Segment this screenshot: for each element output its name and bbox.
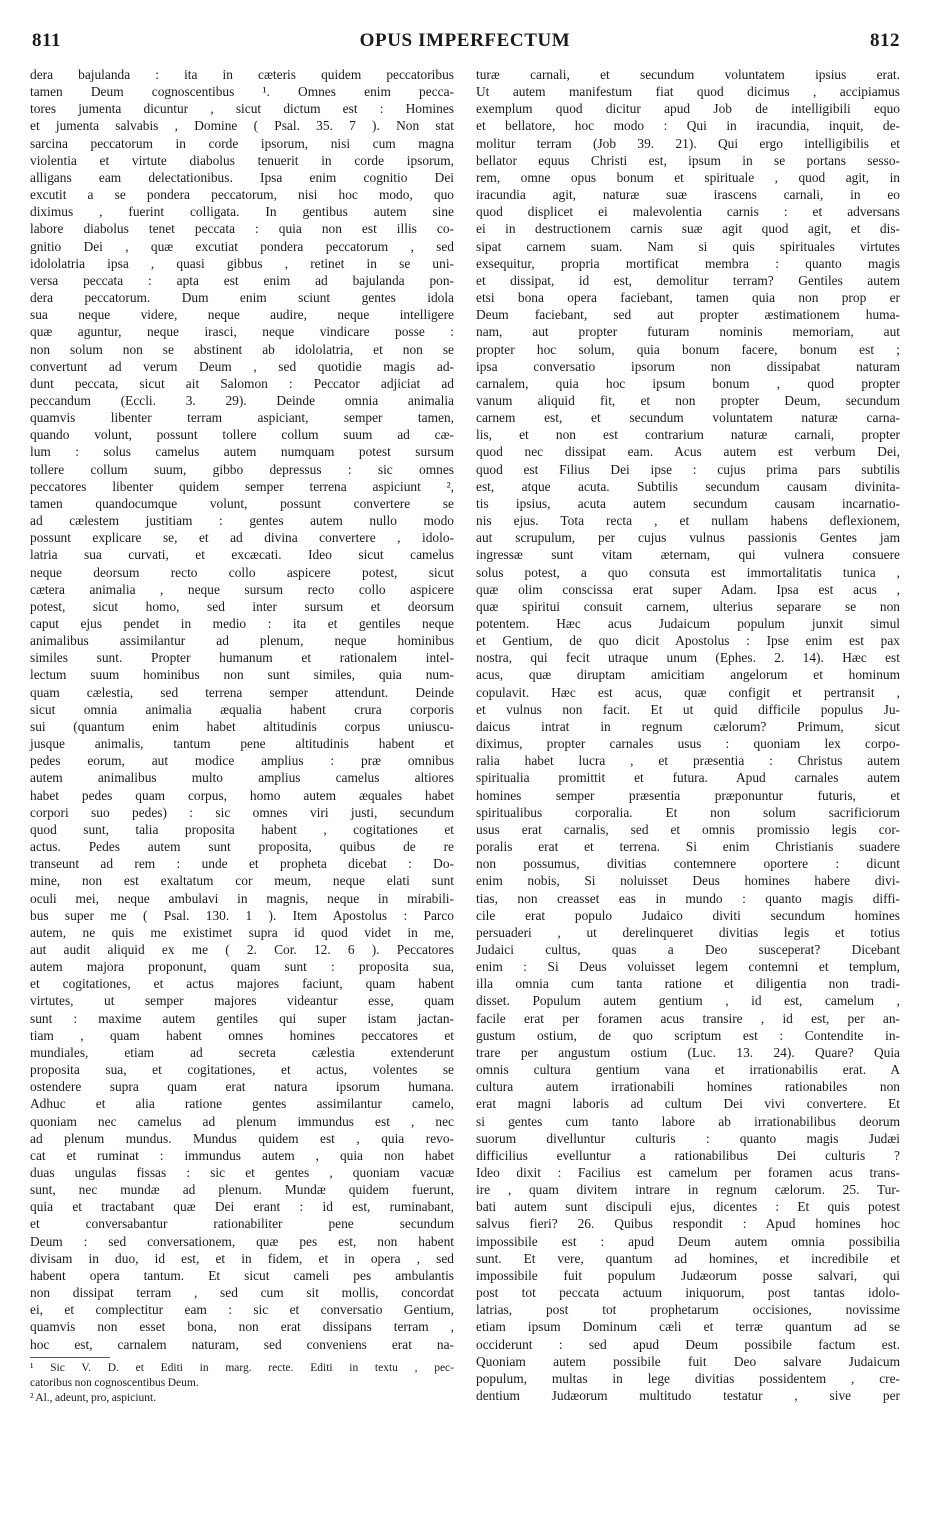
- text-line: usus erat carnalis, sed et omnis promissio legis cor-: [476, 821, 900, 837]
- text-line: turæ carnali, et secundum voluntatem ipsius erat.: [476, 67, 900, 82]
- text-line: est, atque acuta. Subtilis secundum causam divinita-: [476, 478, 900, 494]
- text-line: possunt explicare se, et ad divina convertere , idolo-: [30, 530, 454, 546]
- text-line: Ideo dixit : Facilius est camelum per foramen acus trans-: [476, 1165, 900, 1180]
- text-line: et bellatore, hoc modo : Qui in iracundia, inquit, de-: [476, 118, 900, 134]
- text-line: non solum non se abstinent ab idololatria, et non se: [30, 341, 454, 357]
- text-line: ostendere supra quam erat natura ipsorum humana.: [30, 1079, 454, 1095]
- text-line: enim nobis, Si noluisset Deus homines habere divi-: [476, 873, 900, 889]
- text-line: illa omnia cum tanta ratione et diligentia non tradi-: [476, 976, 900, 992]
- text-line: occiderunt : sed apud Deum possibile factum est.: [476, 1336, 900, 1352]
- text-line: lum : solus camelus autem numquam potest sursum: [30, 444, 454, 460]
- text-line: tamen quandocumque volunt, possunt convertere se: [30, 495, 454, 511]
- text-line: convertunt ad verum Deum , sed quotidie magis ad-: [30, 358, 454, 374]
- text-line: quoniam nec camelus ad plenum immundus est , nec: [30, 1113, 454, 1129]
- text-line: bati autem sunt discipuli ejus, dicentes : Et quis potest: [476, 1199, 900, 1215]
- text-line: trare per angustum ostium (Luc. 13. 24). Quare? Quia: [476, 1044, 900, 1060]
- text-line: tores jumenta dicuntur , sicut dictum est : Homines: [30, 101, 454, 117]
- text-line: exsequitur, propria mortificat membra : quanto magis: [476, 255, 900, 271]
- text-line: sua neque videre, neque audire, neque intelligere: [30, 307, 454, 323]
- text-line: populum, multas in lege divitias possidentem , cre-: [476, 1370, 900, 1386]
- text-line: neque deorsum recto collo aspicere potest, sicut: [30, 564, 454, 580]
- text-line: aut scrupulum, per cujus vulnus passionis Gentes jam: [476, 530, 900, 546]
- text-line: sunt, nec mundæ ad plenum. Mundæ quidem fuerunt,: [30, 1182, 454, 1198]
- text-line: ingressæ sunt vitam æternam, qui vulnera consuere: [476, 547, 900, 563]
- text-line: impossibile fuit populum Judæorum posse salvari, qui: [476, 1267, 900, 1283]
- text-line: Deum faciebant, sed aut propter æstimationem huma-: [476, 307, 900, 323]
- text-line: actus. Pedes autem sunt proposita, quibus de re: [30, 839, 454, 855]
- text-line: quod nec dissipat eam. Acus autem est verbum Dei,: [476, 444, 900, 460]
- text-line: poralis erat et terrena. Si enim Christianis suadere: [476, 839, 900, 855]
- right-text-column: [476, 66, 900, 1404]
- text-line: ralia habet lucra , et præsentia : Christus autem: [476, 753, 900, 769]
- text-line: si gentes cum tanto labore ab irrationabilibus deorum: [476, 1113, 900, 1129]
- text-line: quod sunt, talia proposita habent , cogitationes et: [30, 821, 454, 837]
- text-line: solus potest, a quo consuta est immortalitatis tunica ,: [476, 564, 900, 580]
- text-line: aut audit aliquid ex me ( 2. Cor. 12. 6 ). Peccatores: [30, 941, 454, 957]
- text-line: Judaici cultus, quas a Deo susceperat? Dicebant: [476, 941, 900, 957]
- text-line: ei in destructionem carnis suæ agit quod agit, et dis-: [476, 221, 900, 237]
- text-line: difficilius evelluntur a rationabilibus Dei culturis ?: [476, 1147, 900, 1163]
- text-line: sicut omnia animalia æqualia habent crura corporis: [30, 701, 454, 717]
- text-line: quia et tractabant quæ Dei erant : id est, ruminabant,: [30, 1199, 454, 1215]
- text-line: divisam in duo, id est, et in fidem, et in opera , sed: [30, 1250, 454, 1266]
- text-line: latrias, post tot prophetarum occisiones, novissime: [476, 1302, 900, 1318]
- text-line: Adhuc et alia ratione gentes assimilantur camelo,: [30, 1096, 454, 1112]
- text-line: et Gentium, de quo dicit Apostolus : Ipse enim est pax: [476, 633, 900, 649]
- text-line: impossibile est : apud Deum autem omnia possibilia: [476, 1233, 900, 1249]
- text-line: gustum ostium, de quo scriptum est : Contendite in-: [476, 1027, 900, 1043]
- text-line: mine, non est exaltatum cor meum, neque elati sunt: [30, 873, 454, 889]
- page-header: [30, 30, 900, 56]
- text-line: non dissipat terram , sed cum sit mollis, concordat: [30, 1285, 454, 1301]
- text-line: Quoniam autem possibile fuit Deo salvare Judaicum: [476, 1353, 900, 1369]
- text-line: copulavit. Hæc est acus, quæ configit et pertransit ,: [476, 684, 900, 700]
- text-line: tollere collum suum, gibbo depressus : sic omnes: [30, 461, 454, 477]
- text-line: jusque animalis, tantum pene altitudinis habent et: [30, 736, 454, 752]
- text-line: erat magni laboris ad cultum Dei vivi convertere. Et: [476, 1096, 900, 1112]
- text-line: et cogitationes, et actus majores faciunt, quam habent: [30, 976, 454, 992]
- text-line: diximus , fuerint colligata. In gentibus autem sine: [30, 204, 454, 220]
- text-line: lectum suum hominibus non sunt similes, quia num-: [30, 667, 454, 683]
- text-line: molitur terram (Job 39. 21). Qui ergo intelligibilis et: [476, 135, 900, 151]
- text-line: latria sua curvati, et excæcati. Ideo sicut camelus: [30, 547, 454, 563]
- text-line: carnalem, quia hoc ipsum bonum , quod propter: [476, 375, 900, 391]
- text-line: et vulnus non facit. Et ut quid difficile populus Ju-: [476, 701, 900, 717]
- footnote-line: catoribus non cognoscentibus Deum.: [30, 1376, 199, 1389]
- text-line: bus super me ( Psal. 130. 1 ). Item Apostolus : Parco: [30, 907, 454, 923]
- text-line: et conversabantur rationabiliter pene secundum: [30, 1216, 454, 1232]
- footnote-rule: [30, 1357, 110, 1358]
- text-line: spiritualibus corporalia. Et non solum sacrificiorum: [476, 804, 900, 820]
- text-line: sipat carnem suam. Nam si quis spirituales virtutes: [476, 238, 900, 254]
- text-line: enim : Si Deus voluisset legem contemni et templum,: [476, 959, 900, 975]
- text-line: quod est Filius Dei ipse : cujus prima pars subtilis: [476, 461, 900, 477]
- text-line: post tot peccata actuum iniquorum, post tantas idolo-: [476, 1285, 900, 1301]
- text-line: dentium Judæorum multitudo testatur , sive per: [476, 1388, 900, 1404]
- footnote-line: ² Al., adeunt, pro, aspiciunt.: [30, 1391, 157, 1404]
- text-line: proposita sua, et cogitationes, et actus, volentes se: [30, 1062, 454, 1078]
- left-page-number: 811: [32, 30, 61, 51]
- text-line: violentia et virtute diabolus tenuerit in corde ipsorum,: [30, 152, 454, 168]
- text-line: acus, quæ diruptam amicitiam angelorum et hominum: [476, 667, 900, 683]
- text-line: cætera animalia , neque sursum recto collo aspicere: [30, 581, 454, 597]
- text-line: potentem. Hæc acus Judaicum populum junxit simul: [476, 616, 900, 631]
- text-line: peccandum (Eccli. 3. 29). Deinde omnia animalia: [30, 392, 454, 408]
- text-line: vanum aliquid fit, et non propter Deum, secundum: [476, 392, 900, 408]
- text-line: habet pedes quam corpus, homo autem æquales habet: [30, 787, 454, 803]
- text-line: Deum : sed conversationem, quæ pes est, non habent: [30, 1233, 454, 1249]
- text-line: quæ aguntur, neque irasci, neque vindicare posse :: [30, 324, 454, 340]
- text-line: quamvis non esset bona, non erat dissipans terram ,: [30, 1319, 454, 1335]
- text-line: dunt peccata, sicut ait Salomon : Peccator adjiciat ad: [30, 375, 454, 391]
- text-line: rem, omne opus bonum et spirituale , quod agit, in: [476, 169, 900, 185]
- text-line: quæ spiritui consuit carnem, ulterius separare se non: [476, 598, 900, 614]
- text-line: etsi bona opera faciebant, tamen quia non prop er: [476, 290, 900, 306]
- text-line: ire , quam divitem intrare in regnum cælorum. 25. Tur-: [476, 1182, 900, 1198]
- text-line: ad plenum mundus. Mundus quidem est , quia revo-: [30, 1130, 454, 1146]
- text-line: sunt. Et vere, quantum ad homines, et incredibile et: [476, 1250, 900, 1266]
- text-line: tias, non creasset eas in mundo : quanto magis diffi-: [476, 890, 900, 906]
- text-line: sunt : maxime autem gentiles qui super istam jactan-: [30, 1010, 454, 1026]
- text-line: corpori suo pedes) : sic omnes viri justi, secundum: [30, 804, 454, 820]
- text-line: et dissipat, id est, demolitur terram? Gentiles autem: [476, 272, 900, 288]
- text-line: dera bajulanda : ita in cæteris quidem peccatoribus: [30, 67, 454, 82]
- text-line: facile erat per foramen acus transire , id est, per an-: [476, 1010, 900, 1026]
- text-line: propter hoc solum, quia bonum facere, bonum est ;: [476, 341, 900, 357]
- text-line: autem, ne quis me existimet supra id quod videt in me,: [30, 924, 454, 940]
- text-line: pedes eorum, aut modice amplius : præ omnibus: [30, 753, 454, 769]
- text-line: quod displicet ei malevolentia carnis : et adversans: [476, 204, 900, 220]
- text-line: potest, sicut homo, sed inter sursum et deorsum: [30, 598, 454, 614]
- text-line: spiritualia promittit et futura. Apud carnales autem: [476, 770, 900, 786]
- text-line: habent opera tantum. Et sicut cameli pes ambulantis: [30, 1267, 454, 1283]
- text-line: idololatria ipsa , quasi gibbus , retinet in se uni-: [30, 255, 454, 271]
- footnote-line: ¹ Sic V. D. et Editi in marg. recte. Editi in textu , pec-: [30, 1361, 454, 1374]
- text-line: transeunt ad rem : unde et propheta dicebat : Do-: [30, 856, 454, 872]
- text-line: cile erat populo Judaico diviti secundum homines: [476, 907, 900, 923]
- text-line: iracundia agit, naturæ suæ irascens carnali, in eo: [476, 187, 900, 203]
- text-line: labore diabolus tenet peccata : quia non est illis co-: [30, 221, 454, 237]
- text-line: nis ejus. Tota recta , et nullam habens deflexionem,: [476, 513, 900, 529]
- text-line: bellator equus Christi est, ipsum in se portans sesso-: [476, 152, 900, 168]
- text-line: tis ipsius, acuta autem secundum causam incarnatio-: [476, 495, 900, 511]
- text-line: versa peccata : apta est enim ad bajulanda pon-: [30, 272, 454, 288]
- text-line: diximus, propter carnales usus : quoniam lex corpo-: [476, 736, 900, 752]
- text-line: nam, aut propter futuram nominis memoriam, aut: [476, 324, 900, 340]
- text-line: similes sunt. Propter humanum et rationalem intel-: [30, 650, 454, 666]
- running-title: OPUS IMPERFECTUM: [359, 30, 571, 51]
- text-line: excutit a se pondera peccatorum, nisi hoc modo, quo: [30, 187, 454, 203]
- text-line: et jumenta salvabis , Domine ( Psal. 35. 7 ). Non stat: [30, 118, 454, 134]
- text-line: ipsa conversatio ipsorum non dissipabat naturam: [476, 358, 900, 374]
- text-line: sarcina peccatorum in corde ipsorum, nisi cum magna: [30, 135, 454, 151]
- text-line: duas ungulas fissas : sic et gentes , quoniam vacuæ: [30, 1165, 454, 1180]
- text-line: carnem est, et secundum voluntatem naturæ carna-: [476, 410, 900, 426]
- text-line: caput ejus pendet in medio : ita et gentiles neque: [30, 616, 454, 631]
- text-line: hoc est, carnalem naturam, sed conveniens erat na-: [30, 1336, 454, 1352]
- text-line: persuaderi , ut derelinqueret divitias legis et totius: [476, 924, 900, 940]
- text-line: disset. Populum autem gentium , id est, camelum ,: [476, 993, 900, 1009]
- text-line: etiam ipsum Dominum cæli et terræ quantum ad se: [476, 1319, 900, 1335]
- text-line: ad cælestem justitiam : gentes autem nullo modo: [30, 513, 454, 529]
- text-line: gnitio Dei , quæ excutiat pondera peccatorum , sed: [30, 238, 454, 254]
- text-line: cat et ruminat : immundus autem , quia non habet: [30, 1147, 454, 1163]
- text-line: lis, et non est contrarium naturæ carnali, propter: [476, 427, 900, 443]
- text-line: mundiales, etiam ad secreta cælestia extenderunt: [30, 1044, 454, 1060]
- text-line: daicus intrat in regnum cælorum? Primum, sicut: [476, 718, 900, 734]
- right-page-number: 812: [870, 30, 900, 51]
- text-line: quæ olim conscissa erat super Adam. Ipsa est acus ,: [476, 581, 900, 597]
- text-line: animalibus assimilantur ad plenum, neque hominibus: [30, 633, 454, 649]
- text-line: nostra, qui fecit utraque unum (Ephes. 2. 14). Hæc est: [476, 650, 900, 666]
- text-line: autem animalibus multo amplius camelus altiores: [30, 770, 454, 786]
- text-line: omnis cultura gentium vana et irrationabilis erat. A: [476, 1062, 900, 1078]
- text-line: quando volunt, possunt tollere collum suum ad cæ-: [30, 427, 454, 443]
- text-line: peccatores libenter quidem semper terrena aspiciunt ²,: [30, 478, 454, 494]
- left-text-column: [30, 66, 454, 1406]
- text-line: ei, et complectitur eam : sic et conversatio Gentium,: [30, 1302, 454, 1318]
- text-line: salvus fieri? 26. Quibus respondit : Apud homines hoc: [476, 1216, 900, 1232]
- text-line: alligans eam delectationibus. Ipsa enim cognitio Dei: [30, 169, 454, 185]
- text-line: tiam , quam habent omnes homines peccatores et: [30, 1027, 454, 1043]
- text-line: autem majora proponunt, quam sunt : proposita sua,: [30, 959, 454, 975]
- text-line: Ut autem manifestum fiat quod dicimus , accipiamus: [476, 84, 900, 100]
- text-line: non possumus, divitias contemnere oportere : dicunt: [476, 856, 900, 872]
- text-line: exemplum quod dicitur apud Job de intelligibili equo: [476, 101, 900, 117]
- text-line: homines semper præsentia præponuntur futuris, et: [476, 787, 900, 803]
- text-line: virtutes, ut semper majores videantur esse, quam: [30, 993, 454, 1009]
- text-line: suorum divelluntur culturis : quanto magis Judæi: [476, 1130, 900, 1146]
- text-line: quamvis libenter terram aspiciant, semper tamen,: [30, 410, 454, 426]
- text-line: cultura autem irrationabili homines rationabiles non: [476, 1079, 900, 1095]
- text-line: sui (quantum enim habet altitudinis corpus uniuscu-: [30, 718, 454, 734]
- text-line: tamen Deum cognoscentibus ¹. Omnes enim pecca-: [30, 84, 454, 100]
- text-line: dera peccatorum. Dum enim sciunt gentes idola: [30, 290, 454, 306]
- text-line: oculi mei, neque ambulavi in magnis, neque in mirabili-: [30, 890, 454, 906]
- text-line: quam cælestia, sed terrena semper attendunt. Deinde: [30, 684, 454, 700]
